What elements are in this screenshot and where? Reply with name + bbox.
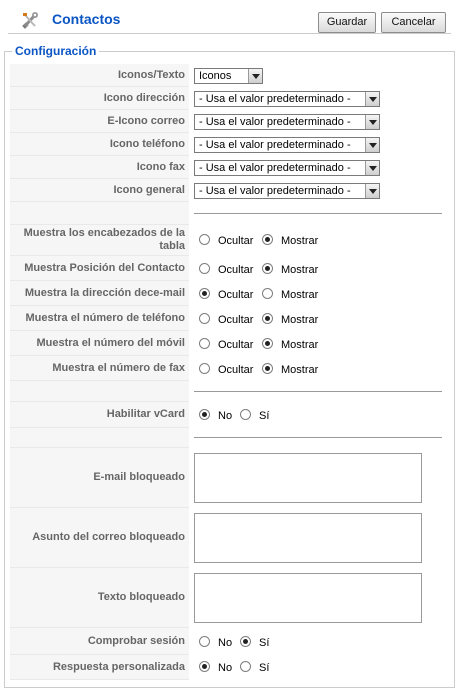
radio-show[interactable] <box>262 313 273 324</box>
radio-label-show: Mostrar <box>281 235 319 247</box>
tools-icon <box>20 10 40 30</box>
radio-label-show: Mostrar <box>281 364 319 376</box>
label-vcard: Habilitar vCard <box>10 402 189 428</box>
chevron-down-icon <box>365 115 379 129</box>
toolbar-header <box>8 6 451 34</box>
label-banned-text: Texto bloqueado <box>10 568 189 628</box>
radio-yes[interactable] <box>240 661 251 672</box>
radio-yes[interactable] <box>240 636 251 647</box>
icon-general-select[interactable]: - Usa el valor predeterminado - <box>194 183 380 199</box>
label-icon-general: Icono general <box>10 179 189 202</box>
fieldset-legend: Configuración <box>15 44 97 58</box>
chevron-down-icon <box>365 92 379 106</box>
label-spacer-3 <box>10 428 189 448</box>
label-show-fax: Muestra el número de fax <box>10 356 189 381</box>
radio-no[interactable] <box>199 661 210 672</box>
banned-text-textarea[interactable] <box>194 573 422 623</box>
label-custom-reply: Respuesta personalizada <box>10 655 189 680</box>
label-show-mobile: Muestra el número del móvil <box>10 331 189 356</box>
radio-label-show: Mostrar <box>281 264 319 276</box>
chevron-down-icon <box>365 138 379 152</box>
icon-fax-select[interactable]: - Usa el valor predeterminado - <box>194 160 380 176</box>
radio-label-hide: Ocultar <box>218 364 254 376</box>
label-icon-fax: Icono fax <box>10 156 189 179</box>
chevron-down-icon <box>365 184 379 198</box>
label-show-position: Muestra Posición del Contacto <box>10 256 189 281</box>
separator <box>194 437 442 438</box>
radio-label-show: Mostrar <box>281 314 319 326</box>
separator <box>194 213 442 214</box>
radio-label-no: No <box>218 637 233 649</box>
radio-label-no: No <box>218 662 233 674</box>
radio-no[interactable] <box>199 409 210 420</box>
icon-address-select[interactable]: - Usa el valor predeterminado - <box>194 91 380 107</box>
radio-hide[interactable] <box>199 288 210 299</box>
radio-hide[interactable] <box>199 263 210 274</box>
icons-text-select[interactable]: Iconos <box>194 68 263 84</box>
radio-hide[interactable] <box>199 363 210 374</box>
radio-label-show: Mostrar <box>281 339 319 351</box>
radio-label-hide: Ocultar <box>218 339 254 351</box>
label-icons-text: Iconos/Texto <box>10 64 189 87</box>
radio-no[interactable] <box>199 636 210 647</box>
label-show-email: Muestra la dirección dece-mail <box>10 281 189 306</box>
radio-label-yes: Sí <box>259 662 270 674</box>
radio-hide[interactable] <box>199 234 210 245</box>
radio-show[interactable] <box>262 363 273 374</box>
save-button[interactable]: Guardar <box>318 12 376 33</box>
banned-email-textarea[interactable] <box>194 453 422 503</box>
radio-label-hide: Ocultar <box>218 235 254 247</box>
radio-label-yes: Sí <box>259 637 270 649</box>
label-icon-phone: Icono teléfono <box>10 133 189 156</box>
radio-hide[interactable] <box>199 313 210 324</box>
radio-label-no: No <box>218 410 233 422</box>
cancel-button[interactable]: Cancelar <box>381 12 446 33</box>
radio-show[interactable] <box>262 263 273 274</box>
radio-yes[interactable] <box>240 409 251 420</box>
radio-label-hide: Ocultar <box>218 289 254 301</box>
label-session-check: Comprobar sesión <box>10 628 189 655</box>
label-banned-email: E-mail bloqueado <box>10 448 189 508</box>
label-spacer-2 <box>10 381 189 402</box>
label-icon-email: E-Icono correo <box>10 110 189 133</box>
label-banned-subject: Asunto del correo bloqueado <box>10 508 189 568</box>
icon-email-select[interactable]: - Usa el valor predeterminado - <box>194 114 380 130</box>
label-spacer-1 <box>10 202 189 225</box>
label-show-phone: Muestra el número de teléfono <box>10 306 189 331</box>
page-title: Contactos <box>52 11 121 27</box>
radio-label-show: Mostrar <box>281 289 319 301</box>
icon-phone-select[interactable]: - Usa el valor predeterminado - <box>194 137 380 153</box>
radio-label-hide: Ocultar <box>218 264 254 276</box>
separator <box>194 391 442 392</box>
radio-show[interactable] <box>262 338 273 349</box>
radio-label-yes: Sí <box>259 410 270 422</box>
chevron-down-icon <box>248 69 262 83</box>
label-show-headings: Muestra los encabezados de la tabla <box>10 225 189 256</box>
radio-show[interactable] <box>262 234 273 245</box>
banned-subject-textarea[interactable] <box>194 513 422 563</box>
radio-label-hide: Ocultar <box>218 314 254 326</box>
radio-show[interactable] <box>262 288 273 299</box>
chevron-down-icon <box>365 161 379 175</box>
label-icon-address: Icono dirección <box>10 87 189 110</box>
radio-hide[interactable] <box>199 338 210 349</box>
